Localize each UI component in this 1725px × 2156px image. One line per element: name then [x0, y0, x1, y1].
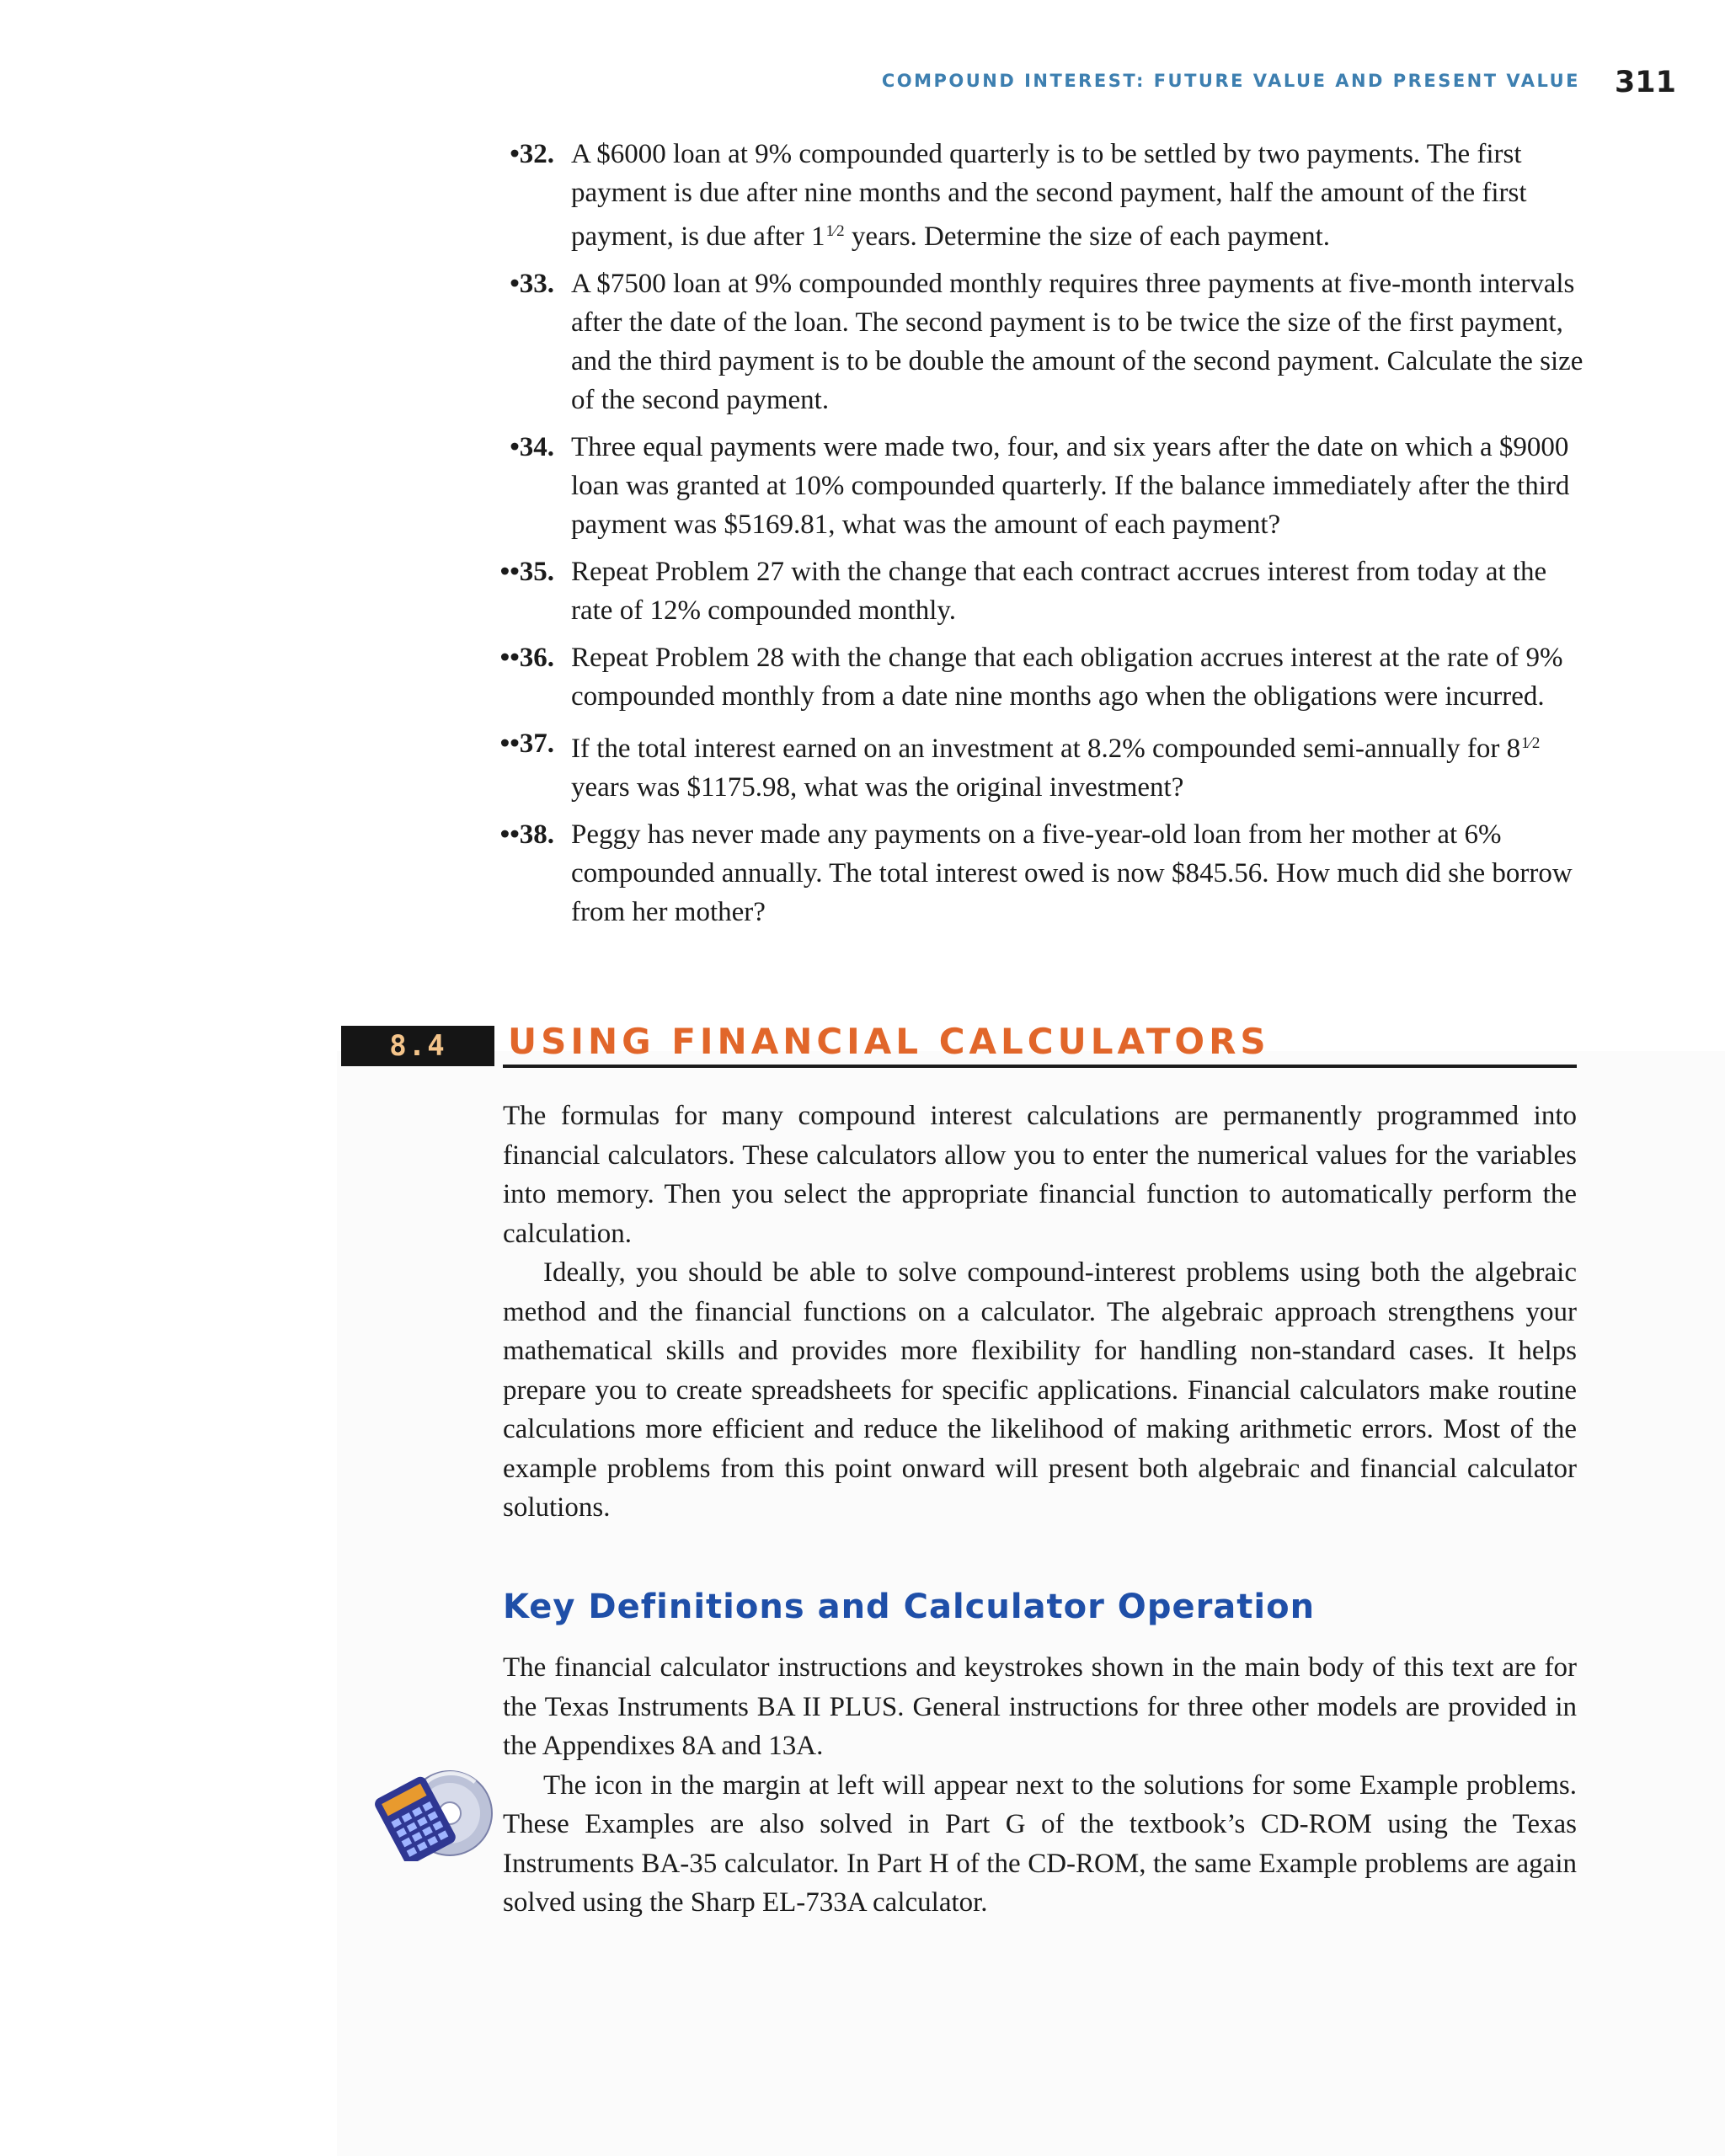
paragraph: The financial calculator instructions and keystrokes shown in the main body of this text are for the Texas Instruments BA II PLUS. General instructions for three other models are provided in the Appendixes 8A and 13A.	[503, 1652, 1577, 1761]
fraction: 1⁄2	[825, 222, 845, 240]
running-head: COMPOUND INTEREST: FUTURE VALUE AND PRESENT VALUE	[881, 71, 1580, 91]
paragraph: The formulas for many compound interest calculations are permanently programmed into financial calculators. These calculators allow you to enter the numerical values for the variables into memory. Then you select the appropriate financial function to automatically perform the calculation.	[503, 1101, 1577, 1249]
problem-35	[480, 552, 1592, 630]
problem-number: ••36.	[499, 643, 554, 673]
problem-38	[480, 815, 1592, 931]
section-rule	[503, 1065, 1577, 1068]
subsection-body	[503, 1648, 1577, 1923]
subsection-title: Key Definitions and Calculator Operation	[503, 1588, 1316, 1626]
problem-number: ••37.	[499, 728, 554, 759]
section-intro	[503, 1097, 1577, 1528]
paragraph: The icon in the margin at left will appear next to the solutions for some Example problems. These Examples are also solved in Part G of the textbook’s CD-ROM using the Texas Instruments BA-35 calculator. In Part H of the CD-ROM, the same Example problems are again solved using the Sharp EL-733A calculator.	[503, 1769, 1577, 1918]
problem-text: A $6000 loan at 9% compounded quarterly is to be settled by two payments. The first payment is due after nine months and the second payment, half the amount of the first payment, is due after 11⁄2 years. Determine the size of each payment.	[571, 139, 1527, 252]
problem-32	[480, 135, 1592, 256]
section-number: 8.4	[341, 1026, 494, 1066]
problem-33	[480, 264, 1592, 419]
problem-36	[480, 638, 1592, 716]
page-number: 311	[1614, 66, 1676, 99]
problem-34	[480, 428, 1592, 544]
paragraph: Ideally, you should be able to solve compound-interest problems using both the algebraic method and the financial functions on a calculator. The algebraic approach strengthens your mathematical skills and provides more flexibility for handling non-standard cases. It helps prepare you to create spreadsheets for specific applications. Financial calculators make routine calculations more efficient and reduce the likelihood of making arithmetic errors. Most of the example problems from this point onward will present both algebraic and financial calculator solutions.	[503, 1257, 1577, 1523]
calculator-cd-icon	[371, 1767, 497, 1861]
problem-text: If the total interest earned on an investment at 8.2% compounded semi-annually for 81⁄2 years was $1175.98, what was the original investment?	[571, 724, 1592, 807]
problem-list	[480, 135, 1592, 940]
problem-text: A $7500 loan at 9% compounded monthly requires three payments at five-month intervals after the date of the loan. The second payment is to be twice the size of the first payment, and the third payment is to be double the amount of the second payment. Calculate the size of the second payment.	[571, 269, 1583, 415]
problem-number: •34.	[510, 432, 554, 462]
problem-number: ••38.	[499, 819, 554, 850]
section-title: USING FINANCIAL CALCULATORS	[508, 1021, 1270, 1062]
problem-number: •32.	[510, 139, 554, 169]
problem-text: Repeat Problem 28 with the change that each obligation accrues interest at the rate of 9% compounded monthly from a date nine months ago when the obligations were incurred.	[571, 643, 1563, 712]
problem-number: •33.	[510, 269, 554, 299]
problem-text: Repeat Problem 27 with the change that each contract accrues interest from today at the rate of 12% compounded monthly.	[571, 557, 1547, 626]
fraction: 1⁄2	[1521, 734, 1541, 752]
problem-37	[480, 724, 1592, 807]
problem-number: ••35.	[499, 557, 554, 587]
problem-text: Three equal payments were made two, four, and six years after the date on which a $9000 loan was granted at 10% compounded quarterly. If the balance immediately after the third payment was $5169.81, what was the amount of each payment?	[571, 432, 1570, 540]
problem-text: Peggy has never made any payments on a five-year-old loan from her mother at 6% compounded annually. The total interest owed is now $845.56. How much did she borrow from her mother?	[571, 819, 1573, 927]
